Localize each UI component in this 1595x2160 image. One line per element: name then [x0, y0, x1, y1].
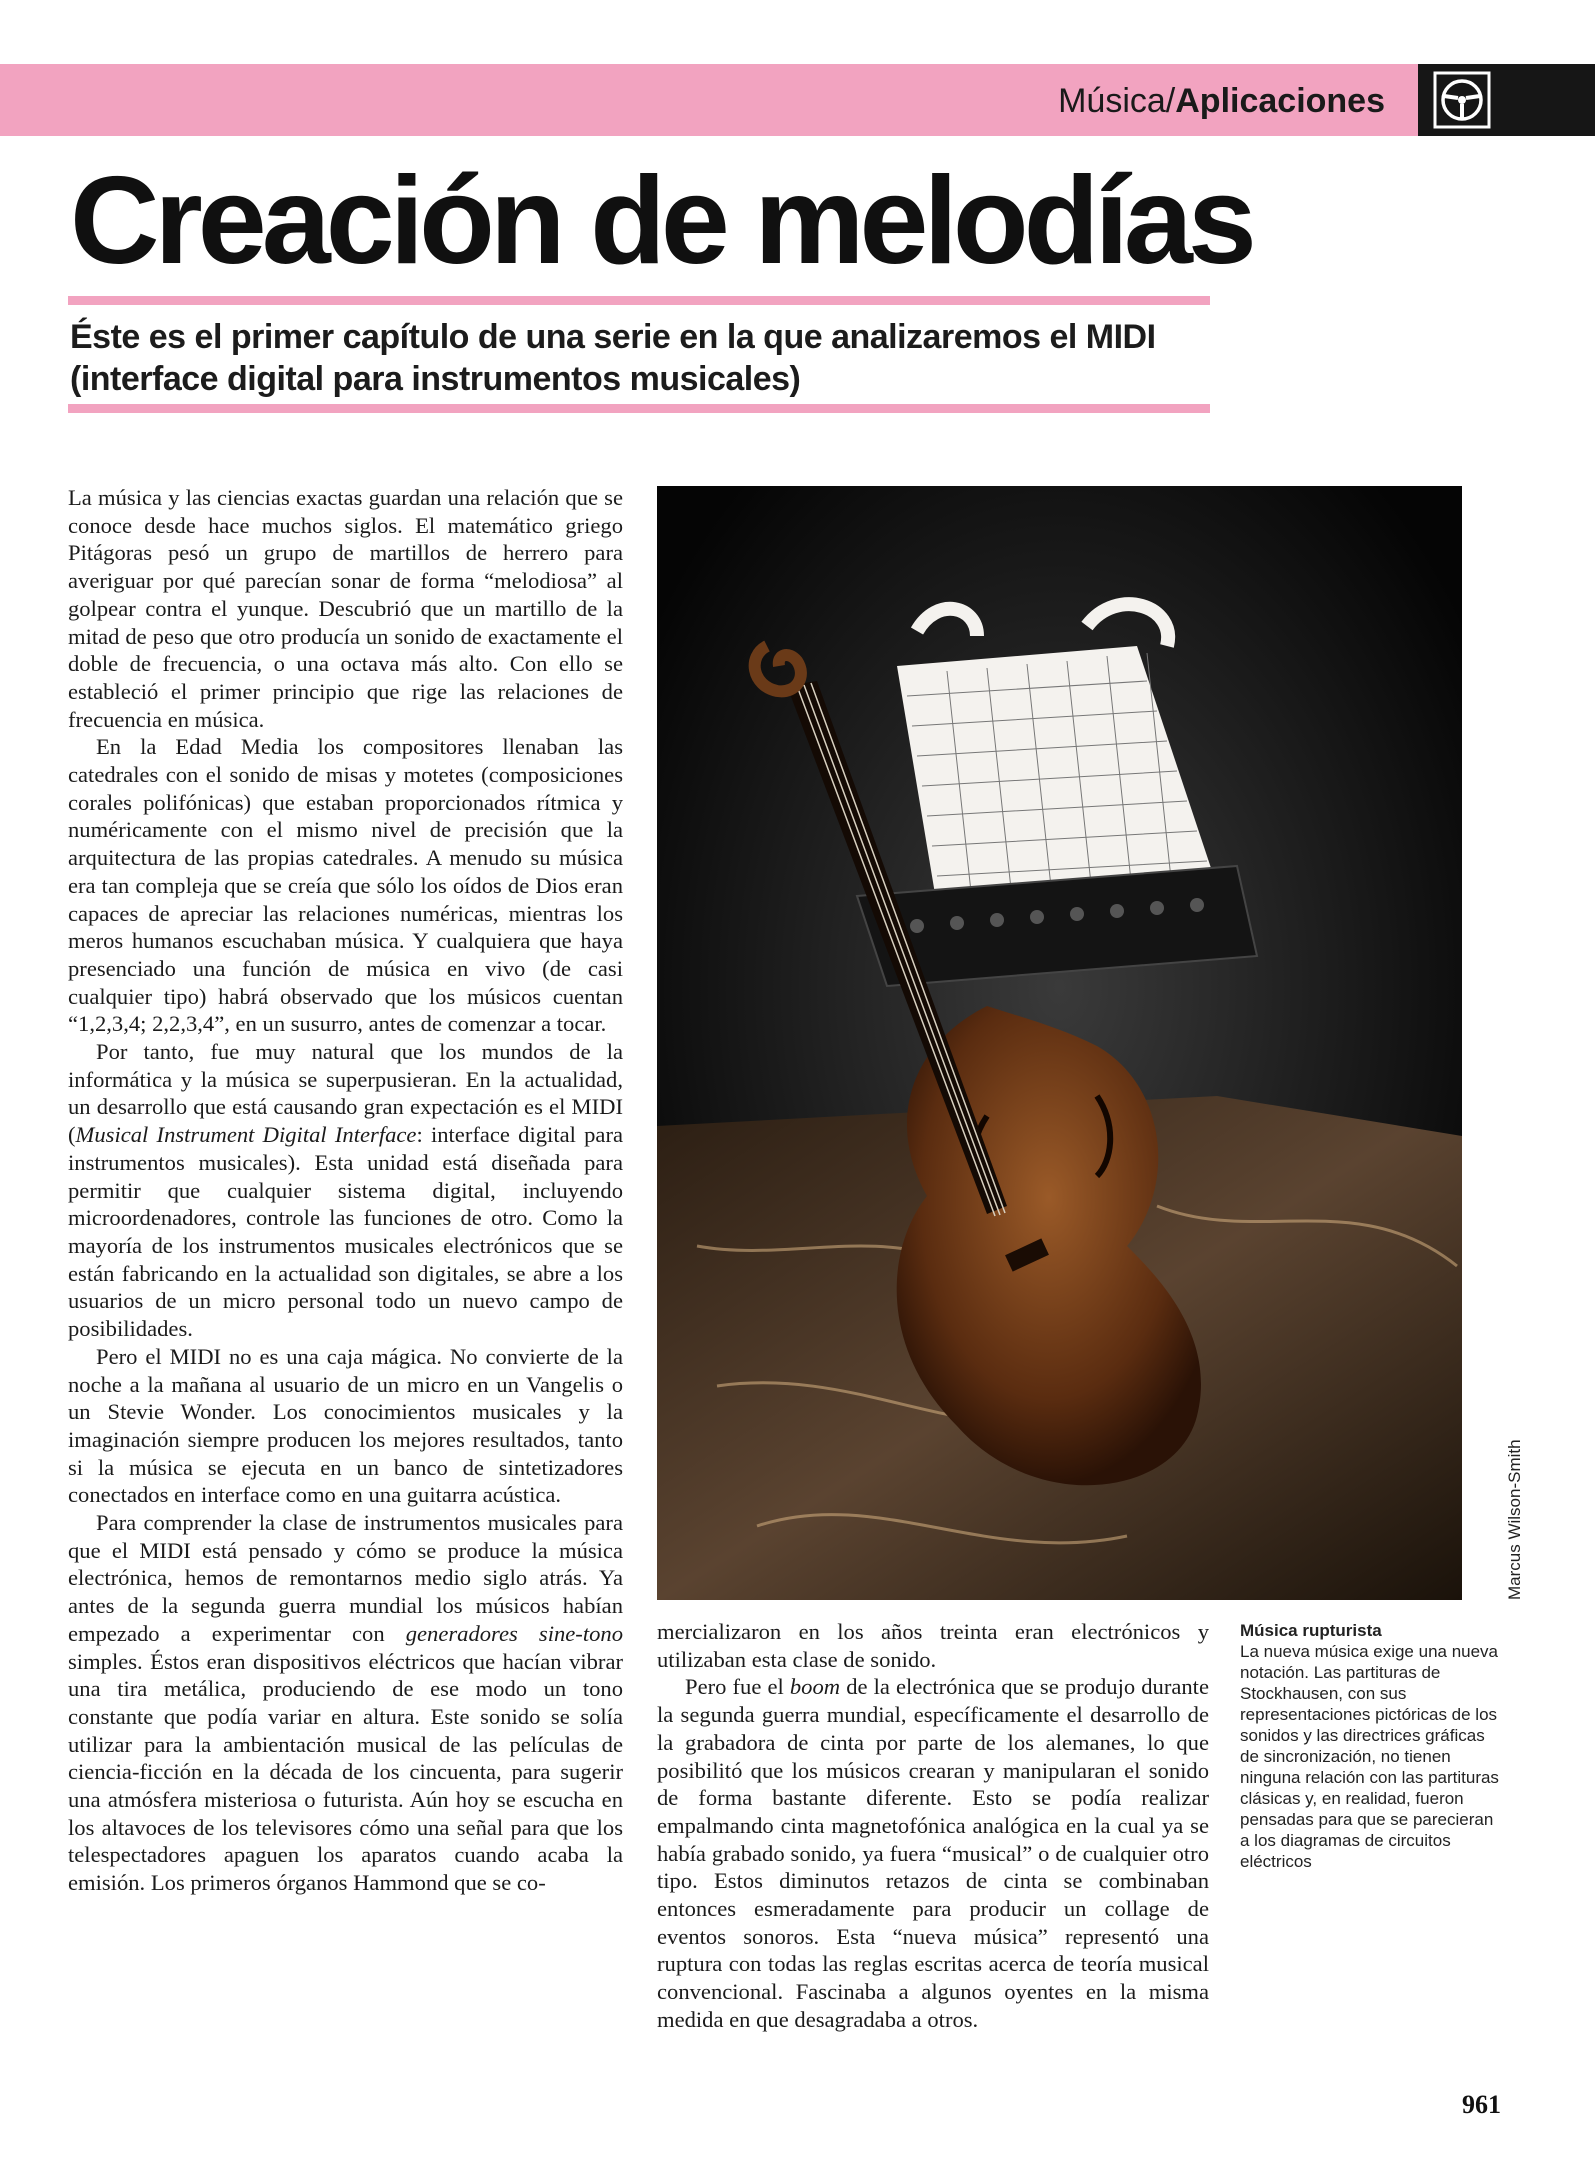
paragraph: Para comprender la clase de instrumentos musicales para que el MIDI está pensado y cómo se produce la música electrónica, hemos de remontarnos medio siglo atrás. Ya antes de la segunda guerra mundial los músicos habían empezado a experimentar con generadores sine-tono simples. Éstos eran dispositivos eléctricos que hacían vibrar una tira metálica, produciendo de ese modo un tono constante que podía variar en altura. Este sonido se solía utilizar para la ambientación musical de las películas de ciencia-ficción en la década de los cincuenta, para sugerir una atmósfera misteriosa o futurista. Aún hoy se escucha en los altavoces de los televisores cómo una señal para que los telespectadores apaguen los aparatos cuando acaba la emisión. Los primeros órganos Hammond que se co- [68, 1510, 623, 1896]
paragraph: mercializaron en los años treinta eran electrónicos y utilizaban esta clase de sonido. [657, 1619, 1209, 1672]
paragraph: En la Edad Media los compositores llenaban las catedrales con el sonido de misas y motetes (composiciones corales polifónicas) que estaban proporcionados rítmica y numéricamente con el mismo nivel de precisión que la arquitectura de las propias catedrales. A menudo su música era tan compleja que se creía que sólo los oídos de Dios eran capaces de apreciar las relaciones numéricas, mientras los meros humanos escuchaban música. Y cualquiera que haya presenciado una función de música en vivo (de casi cualquier tipo) habrá observado que los músicos cuentan “1,2,3,4; 2,2,3,4”, en un susurro, antes de comenzar a tocar. [68, 734, 623, 1037]
caption-title: Música rupturista [1240, 1621, 1382, 1640]
paragraph: Pero fue el boom de la electrónica que se produjo durante la segunda guerra mundial, específicamente el desarrollo de la grabadora de cinta por parte de los alemanes, lo que posibilitó que los músicos crearan y manipularan el sonido de forma bastante diferente. Esto se podía realizar empalmando cinta magnetofónica analógica en la cual ya se había grabado sonido, ya fuera “musical” o de cualquier otro tipo. Estos diminutos retazos de cinta se combinaban entonces esmeradamente para producir un collage de eventos sonoros. Esta “nueva música” representó una ruptura con todas las reglas escritas acerca de teoría musical convencional. Fascinaba a algunos oyentes en la misma medida en que desagradaba a otros. [657, 1674, 1209, 2032]
photo-credit: Marcus Wilson-Smith [1505, 1439, 1524, 1600]
caption-text: La nueva música exige una nueva notación. Las partituras de Stockhausen, con sus representaciones pictóricas de los sonidos y las directrices gráficas de sincronización, no tienen ninguna relación con las partituras clásicas y, en realidad, fueron pensadas para que se parecieran a los diagramas de circuitos eléctricos [1240, 1642, 1499, 1871]
steering-wheel-icon [1432, 70, 1492, 130]
page-title: Creación de melodías [70, 152, 1252, 290]
article-left-column [68, 484, 623, 1897]
paragraph: La música y las ciencias exactas guardan una relación que se conoce desde hace muchos siglos. El matemático griego Pitágoras pesó un grupo de martillos de herrero para averiguar por qué parecían sonar de forma “melodiosa” al golpear contra el yunque. Descubrió que un martillo de la mitad de peso que otro producía un sonido de exactamente el doble de frecuencia, o una octava más alto. Con ello se estableció el primer principio que rige las relaciones de frecuencia en música. [68, 485, 623, 732]
violin-photo [657, 486, 1462, 1600]
paragraph: Por tanto, fue muy natural que los mundos de la informática y la música se superpusieran. En la actualidad, un desarrollo que está causando gran expectación es el MIDI (Musical Instrument Digital Interface: interface digital para instrumentos musicales). Esta unidad está diseñada para permitir que cualquier sistema digital, incluyendo microordenadores, controle las funciones de otro. Como la mayoría de los instrumentos musicales electrónicos que se están fabricando en la actualidad son digitales, se abre a los usuarios de un micro personal todo un nuevo campo de posibilidades. [68, 1039, 624, 1342]
section-label: Música/Aplicaciones [1058, 82, 1385, 120]
page-number: 961 [1462, 2090, 1501, 2119]
subtitle: Éste es el primer capítulo de una serie en la que analizaremos el MIDI (interface digital para instrumentos musicales) [70, 318, 1156, 398]
photo-caption [1240, 1620, 1500, 1872]
subtitle-rule-bottom [68, 404, 1210, 413]
subtitle-rule-top [68, 296, 1210, 305]
violin-illustration [657, 486, 1462, 1600]
paragraph: Pero el MIDI no es una caja mágica. No convierte de la noche a la mañana al usuario de un micro en un Vangelis o un Stevie Wonder. Los conocimientos musicales y la imaginación siempre producen los mejores resultados, tanto si la música se ejecuta en un banco de sintetizadores conectados en interface como en una guitarra acústica. [68, 1343, 623, 1508]
article-middle-column [657, 1618, 1209, 2034]
